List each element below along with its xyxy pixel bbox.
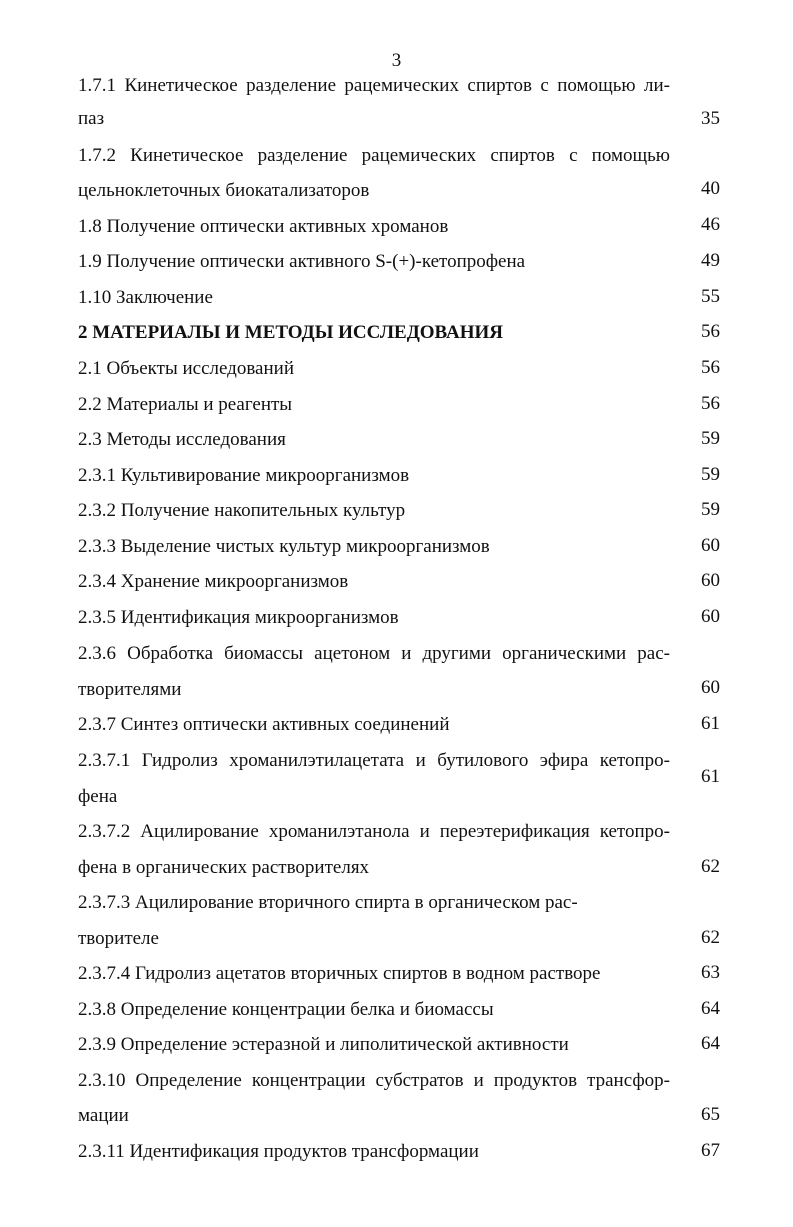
toc-entry-18-line-1: 2.3.7.2 Ацилирование хроманилэтанола и переэтерификация кетопро-: [78, 821, 670, 842]
toc-entry-5: 1.10 Заключение: [78, 287, 213, 308]
toc-entry-15-line-2: творителями: [78, 679, 182, 700]
toc-entry-9: 2.3 Методы исследования: [78, 429, 286, 450]
toc-entry-16: 2.3.7 Синтез оптически активных соединений: [78, 714, 450, 735]
toc-entry-10-page: 59: [701, 464, 720, 485]
toc-entry-21: 2.3.8 Определение концентрации белка и биомассы: [78, 999, 494, 1020]
toc-entry-14-page: 60: [701, 606, 720, 627]
toc-entry-18-line-2: фена в органических растворителях: [78, 857, 370, 878]
toc-entry-16-page: 61: [701, 713, 720, 734]
toc-entry-8-page: 56: [701, 393, 720, 414]
toc-entry-11-page: 59: [701, 499, 720, 520]
toc-chapter-2-heading: 2 МАТЕРИАЛЫ И МЕТОДЫ ИССЛЕДОВАНИЯ: [78, 322, 504, 343]
toc-entry-14: 2.3.5 Идентификация микроорганизмов: [78, 607, 399, 628]
toc-chapter-2-page: 56: [701, 321, 720, 342]
toc-entry-5-page: 55: [701, 286, 720, 307]
toc-entry-18-page: 62: [701, 856, 720, 877]
toc-entry-1-line-1: 1.7.1 Кинетическое разделение рацемических спиртов с помощью ли-: [78, 75, 670, 96]
toc-entry-24-page: 67: [701, 1140, 720, 1161]
toc-entry-2-page: 40: [701, 178, 720, 199]
toc-entry-20: 2.3.7.4 Гидролиз ацетатов вторичных спиртов в водном растворе: [78, 963, 601, 984]
toc-entry-22-page: 64: [701, 1033, 720, 1054]
toc-entry-17-line-2: фена: [78, 786, 118, 807]
toc-entry-11: 2.3.2 Получение накопительных культур: [78, 500, 406, 521]
toc-entry-1-page: 35: [701, 108, 720, 129]
page-number: 3: [391, 50, 402, 71]
toc-entry-2-line-1: 1.7.2 Кинетическое разделение рацемических спиртов с помощью: [78, 145, 670, 166]
toc-entry-21-page: 64: [701, 998, 720, 1019]
toc-entry-7: 2.1 Объекты исследований: [78, 358, 294, 379]
toc-entry-20-page: 63: [701, 962, 720, 983]
toc-entry-15-page: 60: [701, 677, 720, 698]
toc-entry-13-page: 60: [701, 570, 720, 591]
toc-entry-1-line-2: паз: [78, 108, 105, 129]
toc-entry-13: 2.3.4 Хранение микроорганизмов: [78, 571, 349, 592]
toc-entry-17-line-1: 2.3.7.1 Гидролиз хроманилэтилацетата и бутилового эфира кетопро-: [78, 750, 670, 771]
toc-entry-4: 1.9 Получение оптически активного S-(+)-кетопрофена: [78, 251, 526, 272]
toc-entry-9-page: 59: [701, 428, 720, 449]
toc-entry-23-page: 65: [701, 1104, 720, 1125]
toc-entry-12: 2.3.3 Выделение чистых культур микроорганизмов: [78, 536, 490, 557]
toc-entry-19-line-1: 2.3.7.3 Ацилирование вторичного спирта в органическом рас-: [78, 892, 578, 913]
toc-entry-24: 2.3.11 Идентификация продуктов трансформации: [78, 1141, 479, 1162]
toc-entry-2-line-2: цельноклеточных биокатализаторов: [78, 180, 370, 201]
toc-entry-10: 2.3.1 Культивирование микроорганизмов: [78, 465, 410, 486]
toc-entry-23-line-2: мации: [78, 1105, 129, 1126]
toc-entry-8: 2.2 Материалы и реагенты: [78, 394, 293, 415]
toc-entry-15-line-1: 2.3.6 Обработка биомассы ацетоном и другими органическими рас-: [78, 643, 670, 664]
toc-entry-3: 1.8 Получение оптически активных хроманов: [78, 216, 449, 237]
toc-entry-3-page: 46: [701, 214, 720, 235]
toc-entry-7-page: 56: [701, 357, 720, 378]
toc-entry-12-page: 60: [701, 535, 720, 556]
toc-entry-4-page: 49: [701, 250, 720, 271]
toc-entry-23-line-1: 2.3.10 Определение концентрации субстратов и продуктов трансфор-: [78, 1070, 670, 1091]
toc-entry-17-page: 61: [701, 766, 720, 787]
toc-entry-19-line-2: творителе: [78, 928, 159, 949]
toc-entry-19-page: 62: [701, 927, 720, 948]
toc-entry-22: 2.3.9 Определение эстеразной и липолитической активности: [78, 1034, 569, 1055]
